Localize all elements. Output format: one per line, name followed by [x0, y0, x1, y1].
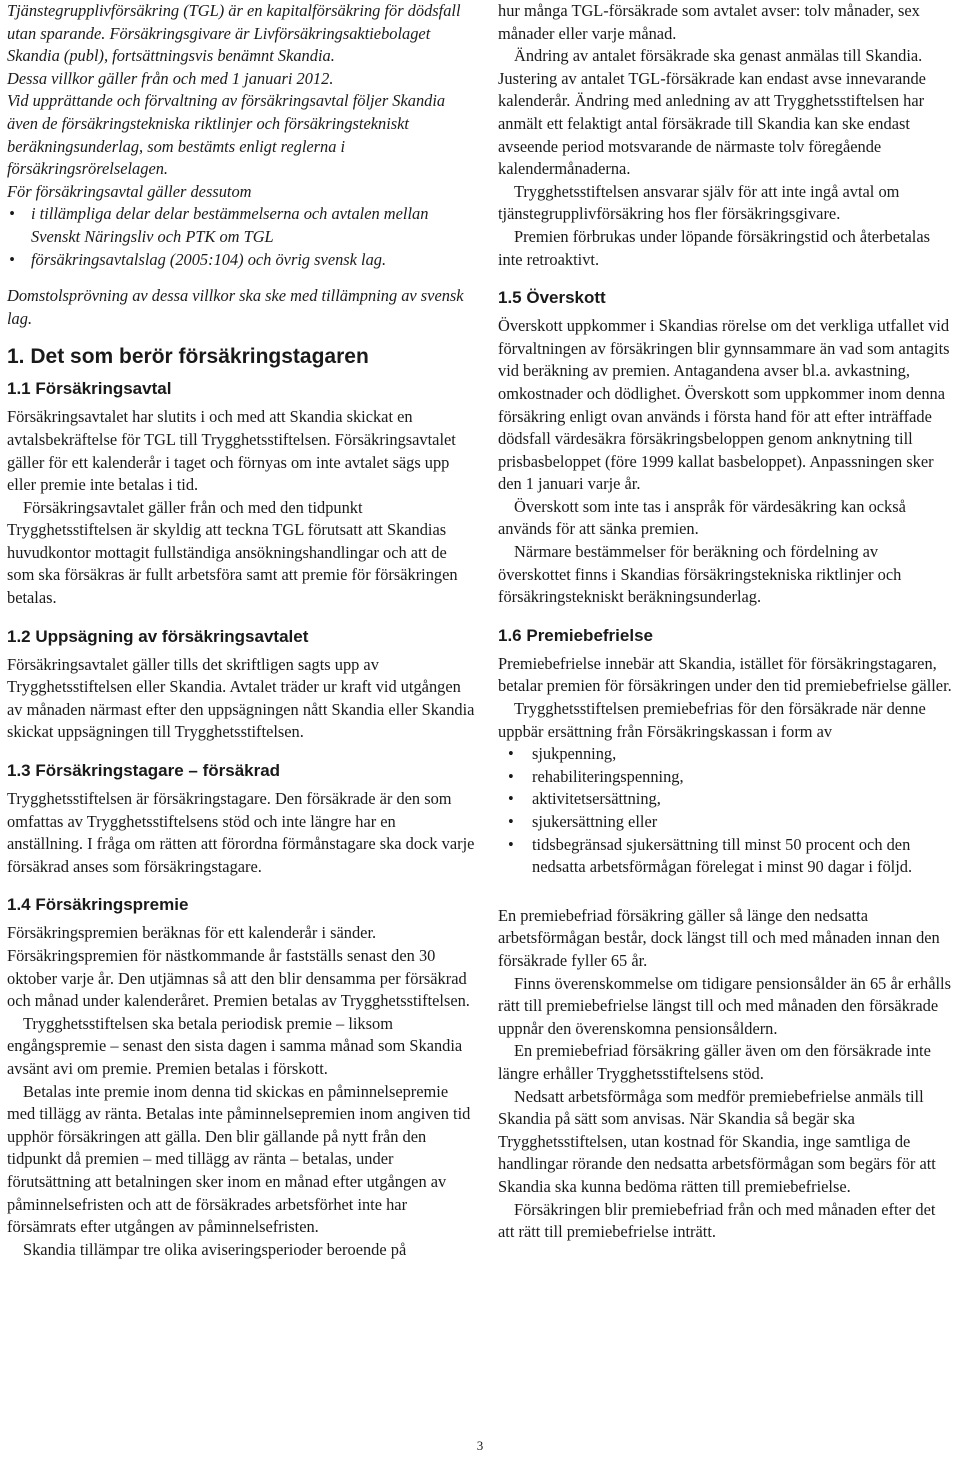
- intro-paragraph: Vid upprättande och förvaltning av försäkringsavtal följer Skandia även de försäkringstekniska riktlinjer och försäkringstekniskt beräkningsunderlag, som bestämts enligt reglerna i försäkringsrörelselagen.: [7, 91, 446, 179]
- section-paragraph: Försäkringen blir premiebefriad från och med månaden efter det att rätt till premiebefrielse inträtt.: [498, 1199, 936, 1242]
- section-paragraph: En premiebefriad försäkring gäller så länge den nedsatta arbetsförmågan består, dock längst till och med månaden innan den försäkrade fyller 65 år.: [498, 905, 940, 970]
- section-paragraph: Försäkringsavtalet gäller tills det skriftligen sagts upp av Trygghetsstiftelsen eller Skandia. Avtalet träder ur kraft vid utgången av månaden närmast efter den uppsägningen nått Skandia eller Skandia skickat uppsägningen till Trygghetsstiftelsen.: [7, 654, 475, 742]
- section-paragraph: Trygghetsstiftelsen är försäkringstagare. Den försäkrade är den som omfattas av Trygghetsstiftelsens stöd och inte längre har en anställning. I fråga om rätten att förordna förmånstagare ska dock varje försäkrad anses som försäkringstagare.: [7, 789, 475, 876]
- list-item: [498, 788, 954, 811]
- section-1-5-heading: 1.5 Överskott: [498, 288, 606, 308]
- bullet-icon: •: [9, 249, 15, 269]
- bullet-icon: •: [508, 744, 514, 764]
- list-item-text: försäkringsavtalslag (2005:104) och övrig svensk lag.: [31, 249, 387, 269]
- section-paragraph: Skandia tillämpar tre olika aviseringsperioder beroende på: [23, 1239, 407, 1259]
- section-paragraph: Nedsatt arbetsförmåga som medför premiebefrielse anmäls till Skandia på sätt som anvisas. När Skandia så begär ska Trygghetsstiftelsen, utan kostnad för Skandia, inge samtliga de handlingar rörande den nedsatta arbetsförmågan som begärs för att Skandia ska kunna bedöma rätten till premiebefrielse.: [498, 1086, 936, 1196]
- bullet-icon: •: [508, 766, 514, 786]
- section-1-heading: 1. Det som berör försäkringstagaren: [7, 345, 369, 369]
- list-item: [7, 249, 475, 272]
- section-1-2-heading: 1.2 Uppsägning av försäkringsavtalet: [7, 626, 309, 646]
- list-item-text: sjukersättning eller: [532, 812, 658, 831]
- section-1-1-heading: 1.1 Försäkringsavtal: [7, 379, 172, 399]
- section-paragraph: Försäkringsavtalet har slutits i och med att Skandia skickat en avtalsbekräftelse för TGL till Trygghetsstiftelsen. Försäkringsavtalet gäller för ett kalenderår i taget och förnyas om inte avtalet sägs upp eller premie inte betalas i tid.: [7, 407, 456, 495]
- list-item: [498, 811, 954, 834]
- bullet-icon: •: [508, 834, 514, 854]
- section-paragraph: Finns överenskommelse om tidigare pensionsålder än 65 år erhålls rätt till premiebefrielse längst till och med månaden den försäkrade uppnår den överenskomna pensionsåldern.: [498, 973, 951, 1038]
- section-paragraph: Trygghetsstiftelsen ska betala periodisk premie – liksom engångspremie – senast den sista dagen i samma månad som Skandia avsänt avi om premie. Premien betalas i förskott.: [7, 1013, 463, 1078]
- list-item-text: aktivitetsersättning,: [532, 789, 661, 809]
- section-paragraph: Överskott uppkommer i Skandias rörelse om det verkliga utfallet vid förvaltningen av försäkringen blir gynnsammare än vad som antagits vid beräkning av premien. Antagandena avser bl.a. avkastning, omkostnader och dödlighet. Överskott som uppkommer inom denna försäkring enligt ovan används i första hand för att efter inträffade dödsfall värdesäkra försäkringsbeloppen genom anknytning till prisbasbeloppet (före 1999 kallat basbeloppet). Anpassningen sker den 1 januari varje år.: [498, 316, 950, 494]
- court-paragraph: Domstolsprövning av dessa villkor ska ske med tillämpning av svensk lag.: [7, 286, 464, 328]
- list-item-text: rehabiliteringspenning,: [532, 766, 684, 786]
- section-paragraph: Betalas inte premie inom denna tid skickas en påminnelsepremie med tillägg av ränta. Betalas inte påminnelsepremien inom angiven tid upphör försäkringen att gälla. Den blir gällande på nytt från den tidpunkt då premien – med tillägg av ränta – betalas, under förutsättning att betalningen sker inom en månad efter utgången av påminnelsefristen och att de försäkrades arbetsförhet inte har försämrats efter utgången av påminnelsefristen.: [7, 1081, 471, 1237]
- section-paragraph: Försäkringsavtalet gäller från och med den tidpunkt Trygghetsstiftelsen är skyldig att teckna TGL förutsatt att Skandias huvudkontor mottagit fullständiga ansökningshandlingar och att de som ska försäkras är fullt arbetsföra samt att premie för försäkringen betalas.: [7, 497, 458, 608]
- section-1-4-heading: 1.4 Försäkringspremie: [7, 895, 189, 915]
- section-paragraph: Premien förbrukas under löpande försäkringstid och återbetalas inte retroaktivt.: [498, 226, 931, 269]
- list-item-text: sjukpenning,: [532, 744, 617, 764]
- list-item-text: tidsbegränsad sjukersättning till minst 50 procent och den nedsatta arbetsförmågan förelegat i minst 90 dagar i följd.: [532, 834, 913, 877]
- intro-paragraph: För försäkringsavtal gäller dessutom: [7, 181, 252, 201]
- section-paragraph: Närmare bestämmelser för beräkning och fördelning av överskottet finns i Skandias försäkringstekniska riktlinjer och försäkringstekniskt beräkningsunderlag.: [498, 542, 902, 607]
- intro-paragraph: Dessa villkor gäller från och med 1 januari 2012.: [7, 68, 334, 88]
- premium-exemption-list: [498, 743, 954, 879]
- section-paragraph: Överskott som inte tas i anspråk för värdesäkring kan också används för att sänka premien.: [498, 496, 906, 539]
- section-paragraph: En premiebefriad försäkring gäller även om den försäkrade inte längre erhåller Trygghetsstiftelsens stöd.: [498, 1041, 931, 1083]
- intro-paragraph: Tjänstegrupplivförsäkring (TGL) är en kapitalförsäkring för dödsfall utan sparande. Försäkringsgivare är Livförsäkringsaktiebolaget Skandia (publ), fortsättningsvis benämnt Skandia.: [7, 1, 461, 66]
- bullet-icon: •: [508, 812, 514, 831]
- section-paragraph: Trygghetsstiftelsen ansvarar själv för att inte ingå avtal om tjänstegrupplivförsäkring hos fler försäkringsgivare.: [498, 181, 900, 224]
- section-1-3-heading: 1.3 Försäkringstagare – försäkrad: [7, 761, 281, 781]
- section-1-6-heading: 1.6 Premiebefrielse: [498, 625, 653, 645]
- list-item: [7, 203, 475, 248]
- section-paragraph: Ändring av antalet försäkrade ska genast anmälas till Skandia. Justering av antalet TGL-försäkrade kan endast avse innevarande kalenderår. Ändring med anledning av att Trygghetsstiftelsen har anmält ett felaktigt antal försäkrade till Skandia kan ske endast avseende period motsvarande de närmaste tolv föregående kalendermånaderna.: [498, 46, 926, 179]
- bullet-icon: •: [9, 204, 15, 224]
- section-paragraph: Trygghetsstiftelsen premiebefrias för den försäkrade när denne uppbär ersättning från Försäkringskassan i form av: [498, 699, 926, 741]
- left-column: [7, 0, 475, 1261]
- intro-bullet-list: [7, 203, 475, 271]
- list-item: [498, 743, 954, 766]
- section-paragraph: Försäkringspremien beräknas för ett kalenderår i sänder. Försäkringspremien för nästkommande år fastställs senast den 30 oktober varje år. Den utjämnas så att den blir densamma per försäkrad och månad under kalenderåret. Premien betalas av Trygghetsstiftelsen.: [7, 923, 470, 1011]
- section-paragraph: Premiebefrielse innebär att Skandia, istället för försäkringstagaren, betalar premien för försäkringen under den tid premiebefrielse gäller.: [498, 653, 952, 696]
- list-item-text: i tillämpliga delar delar bestämmelserna och avtalen mellan Svenskt Näringsliv och PTK om TGL: [31, 204, 429, 246]
- continued-paragraph: hur många TGL-försäkrade som avtalet avser: tolv månader, sex månader eller varje månad.: [498, 1, 920, 43]
- right-column: [498, 0, 954, 1244]
- bullet-icon: •: [508, 789, 514, 809]
- list-item: [498, 766, 954, 789]
- list-item: [498, 834, 954, 879]
- page-number: 3: [476, 1438, 484, 1453]
